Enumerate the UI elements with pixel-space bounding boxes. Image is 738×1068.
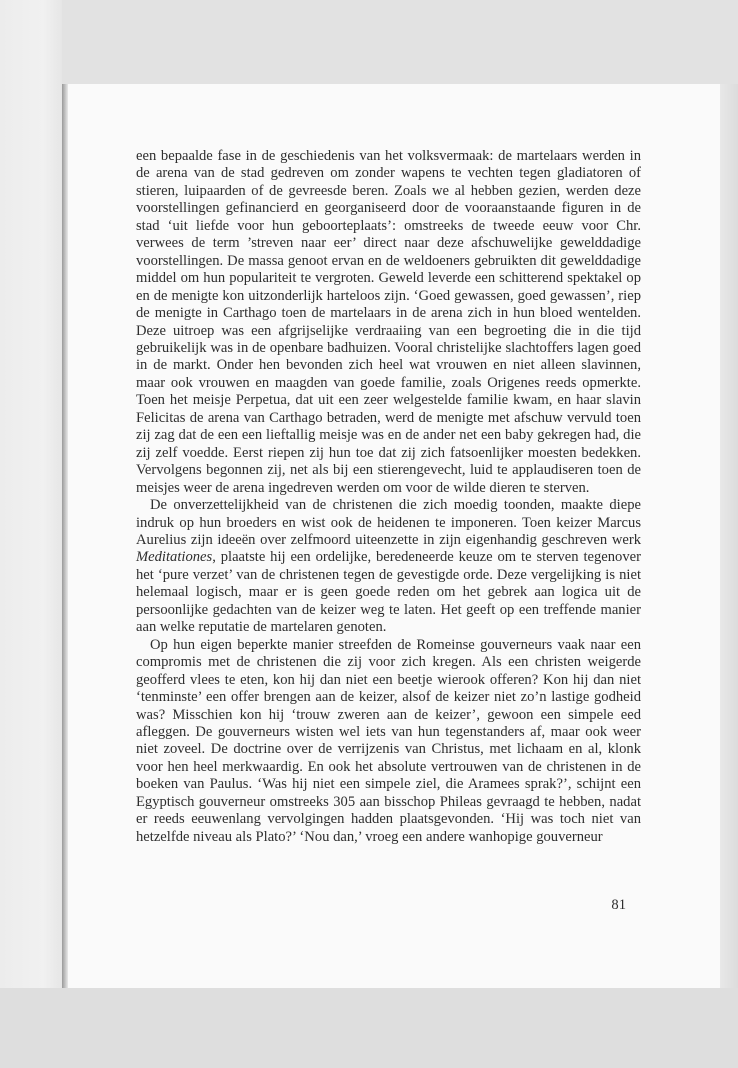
paragraph-2 <box>136 497 641 637</box>
paragraph-2-start: De onverzettelijkheid van de christenen die zich moedig toonden, maakte diepe indruk op hun broeders en wist ook de heidenen te imponeren. Toen keizer Marcus Aurelius zijn ideeën over zelfmoord uiteenzette in zijn eigenhandig geschreven werk <box>136 497 641 548</box>
paragraph-1: een bepaalde fase in de geschiedenis van het volksvermaak: de martelaars werden in de arena van de stad gedreven om zonder wapens te vechten tegen gladiatoren of stieren, luipaarden of de gevreesde beren. Zoals we al hebben gezien, werden deze voorstellingen gefinancierd en georganiseerd door de vooraanstaande figuren in de stad ‘uit liefde voor hun geboorteplaats’: omstreeks de tweede eeuw voor Chr. verwees de term ’streven naar eer’ direct naar deze afschuwelijke gewelddadige voorstellingen. De massa genoot ervan en de weldoeners gebruikten dit gewelddadige middel om hun populariteit te vergroten. Geweld leverde een schitterend spektakel op en de menigte kon uitzonderlijk harteloos zijn. ‘Goed gewassen, goed gewassen’, riep de menigte in Carthago toen de martelaars in de arena zich in hun bloed wentelden. Deze uitroep was een afgrijselijke verdraaiing van een begroeting die in die tijd gebruikelijk was in de openbare badhuizen. Vooral christelijke slachtoffers lagen goed in de markt. Onder hen bevonden zich heel wat vrouwen en niet alleen slavinnen, maar ook vrouwen en maagden van goede familie, zoals Origenes reeds opmerkte. Toen het meisje Perpetua, dat uit een zeer welgestelde familie kwam, en haar slavin Felicitas de arena van Carthago betraden, werd de menigte met afschuw vervuld toen zij zag dat de een een lieftallig meisje was en de ander net een baby gekregen had, die zij zelf voedde. Eerst riepen zij hun toe dat zij zich fatsoenlijker moesten bedekken. Vervolgens begonnen zij, net als bij een stierengevecht, luid te applaudiseren toen de meisjes weer de arena ingedreven werden om voor de wilde dieren te sterven. <box>136 148 641 496</box>
book-background <box>0 988 738 1068</box>
body-text <box>136 148 641 846</box>
page-edge-shadow <box>720 84 738 988</box>
paragraph-2-end: , plaatste hij een ordelijke, beredeneerde keuze om te sterven tegenover het ‘pure verzet’ van de christenen tegen de gevestigde orde. Deze vergelijking is niet helemaal logisch, maar er is geen goede reden om het gebrek aan logica uit de persoonlijke gedachten van de keizer weg te laten. Het geeft op een treffende manier aan welke reputatie de martelaren genoten. <box>136 549 641 636</box>
page-number: 81 <box>611 897 626 913</box>
book-title-italic: Meditationes <box>136 549 213 566</box>
previous-page-edge <box>0 0 62 1068</box>
paragraph-3: Op hun eigen beperkte manier streefden de Romeinse gouverneurs vaak naar een compromis met de christenen die zij voor zich kregen. Als een christen weigerde geofferd vlees te eten, kon hij dan niet een beetje wierook offeren? Kon hij dan niet ‘tenminste’ een offer brengen aan de keizer, alsof de keizer niet zo’n lastige godheid was? Misschien kon hij ‘trouw zweren aan de keizer’, gewoon een simpele eed afleggen. De gouverneurs wisten wel iets van hun tegenstanders af, maar ook weer niet zoveel. De doctrine over de verrijzenis van Christus, met lichaam en al, klonk voor hen heel merkwaardig. En ook het absolute vertrouwen van de christenen in de boeken van Paulus. ‘Was hij niet een simpele ziel, die Aramees sprak?’, schijnt een Egyptisch gouverneur omstreeks 305 aan bisschop Phileas gevraagd te hebben, nadat er reeds eeuwenlang vervolgingen hadden plaatsgevonden. ‘Hij was toch niet van hetzelfde niveau als Plato?’ ‘Nou dan,’ vroeg een andere wanhopige gouverneur <box>136 636 641 845</box>
